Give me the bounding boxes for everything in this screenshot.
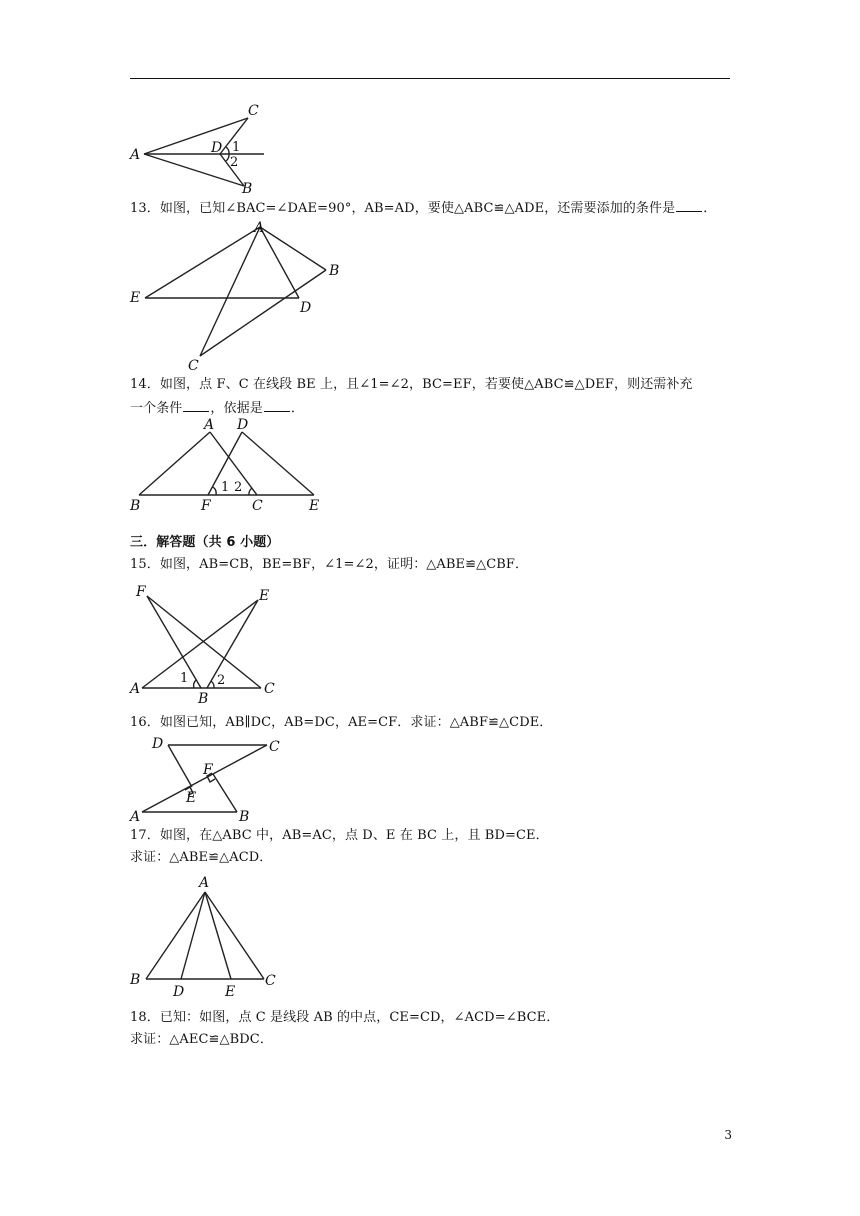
fig14-label-d: D (237, 417, 249, 433)
question-18 (130, 1009, 559, 1049)
fig13-label-c: C (188, 358, 199, 374)
q17-prove: 求证：△ABE≌△ACD． (130, 850, 273, 865)
q15-number: 15． (130, 557, 160, 572)
fig16-label-f: F (203, 762, 213, 778)
answer-blank[interactable] (264, 399, 290, 412)
q16-number: 16． (130, 715, 160, 730)
fig15-label-a: A (130, 681, 141, 697)
fig12-label-1: 1 (232, 140, 241, 155)
q13-number: 13． (130, 201, 160, 216)
figure-q13 (128, 218, 348, 374)
fig16-label-a: A (130, 809, 141, 825)
q15-text: 如图，AB=CB，BE=BF，∠1=∠2，证明：△ABE≌△CBF． (159, 557, 529, 572)
q18-text: 已知：如图，点 C 是线段 AB 的中点，CE=CD，∠ACD=∠BCE． (159, 1010, 560, 1025)
q16-text: 如图已知，AB∥DC，AB=DC，AE=CF．求证：△ABF≌△CDE． (159, 715, 553, 730)
question-14 (130, 376, 693, 418)
q13-end: ． (703, 201, 717, 216)
fig17-label-b: B (130, 972, 141, 988)
section-heading: 三．解答题（共 6 小题） (130, 535, 280, 550)
question-13 (130, 199, 716, 218)
q14-text-a: 一个条件 (130, 401, 183, 416)
fig13-label-a: A (254, 220, 265, 236)
q14-text-c: ． (290, 401, 304, 416)
q17-number: 17． (130, 828, 160, 843)
fig16-label-d: D (152, 736, 164, 752)
figure-q14 (128, 416, 328, 516)
figure-q12 (128, 100, 273, 198)
fig13-label-e: E (130, 290, 141, 306)
answer-blank[interactable] (183, 399, 209, 412)
fig17-label-a: A (199, 875, 210, 891)
fig12-label-a: A (130, 147, 141, 163)
q14-text-b: ，依据是 (210, 401, 263, 416)
fig14-label-a: A (204, 417, 215, 433)
fig14-label-c: C (252, 498, 263, 514)
fig14-label-e: E (309, 498, 320, 514)
header-rule (130, 78, 730, 79)
fig17-label-d: D (173, 984, 185, 1000)
fig17-label-e: E (225, 984, 236, 1000)
fig16-label-e: E (186, 790, 197, 806)
fig12-label-b: B (242, 181, 253, 197)
figure-q17 (128, 872, 288, 1000)
fig15-label-e: E (259, 588, 270, 604)
q17-text: 如图，在△ABC 中，AB=AC，点 D、E 在 BC 上，且 BD=CE． (159, 828, 549, 843)
fig16-label-c: C (269, 739, 280, 755)
fig12-label-2: 2 (230, 155, 239, 170)
q18-prove: 求证：△AEC≌△BDC． (130, 1032, 273, 1047)
fig12-label-d: D (211, 140, 223, 156)
fig12-label-c: C (248, 103, 259, 119)
q14-text-line1: 如图，点 F、C 在线段 BE 上，且∠1=∠2，BC=EF，若要使△ABC≌△DEF，则还需补充 (159, 377, 693, 392)
question-15 (130, 556, 528, 574)
q18-number: 18． (130, 1010, 160, 1025)
fig14-label-1: 1 (221, 480, 230, 495)
fig13-label-d: D (300, 300, 312, 316)
figure-q15 (128, 583, 288, 708)
fig14-label-f: F (201, 498, 211, 514)
answer-blank[interactable] (676, 199, 702, 212)
fig15-label-1: 1 (180, 671, 189, 686)
fig14-label-b: B (130, 498, 141, 514)
fig15-label-c: C (264, 681, 275, 697)
q13-text: 如图，已知∠BAC=∠DAE=90°，AB=AD，要使△ABC≌△ADE，还需要添加的条件是 (159, 201, 676, 216)
page-number: 3 (724, 1128, 732, 1142)
fig15-label-2: 2 (217, 673, 226, 688)
fig17-label-c: C (265, 973, 276, 989)
fig15-label-f: F (136, 584, 146, 600)
figure-q16 (128, 732, 288, 826)
question-17 (130, 827, 549, 867)
fig16-label-b: B (239, 809, 250, 825)
fig15-label-b: B (198, 691, 209, 707)
fig14-label-2: 2 (234, 480, 243, 495)
fig13-label-b: B (329, 263, 340, 279)
q14-number: 14． (130, 377, 160, 392)
question-16 (130, 714, 552, 732)
